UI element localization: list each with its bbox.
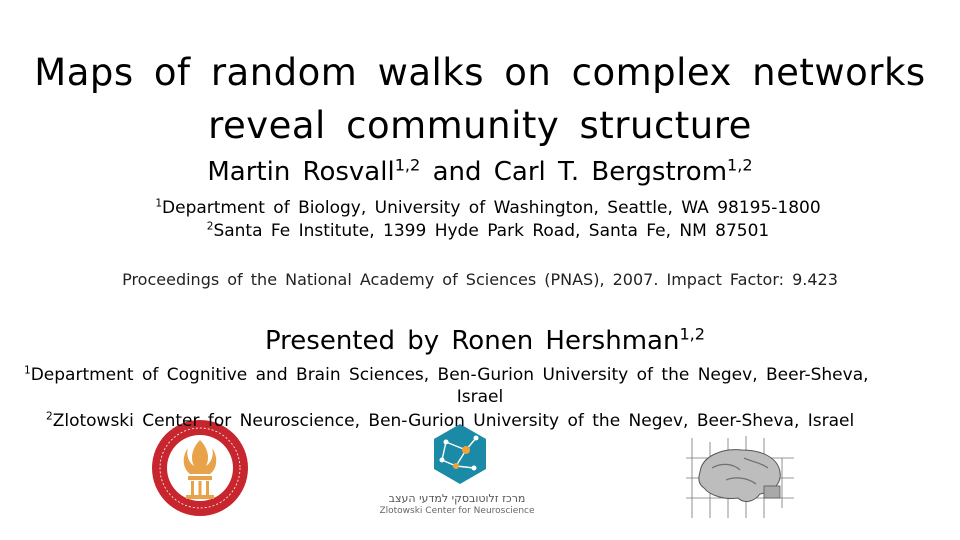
- author-1: Martin Rosvall: [207, 157, 395, 187]
- zlotowski-english-name: Zlotowski Center for Neuroscience: [379, 506, 535, 516]
- affiliation-1: [8, 196, 960, 220]
- authors-line: [0, 152, 960, 192]
- affiliation-2-text: Santa Fe Institute, 1399 Hyde Park Road, Santa Fe, NM 87501: [213, 221, 770, 241]
- bgu-logo: [150, 418, 250, 518]
- presenter-affiliation-1-cont: Israel: [456, 387, 504, 407]
- affiliation-2: [8, 219, 960, 243]
- affiliation-1-sup: 1: [155, 197, 163, 210]
- presenter-affiliation-2-sup: 2: [46, 410, 53, 423]
- affiliation-1-text: Department of Biology, University of Washington, Seattle, WA 98195-1800: [162, 198, 821, 218]
- brain-map-figure: [682, 428, 800, 520]
- presenter-affiliation-1-sup: 1: [24, 364, 31, 377]
- zlotowski-center-logo: [372, 420, 542, 520]
- affiliation-2-sup: 2: [206, 220, 214, 233]
- author-conjunction: and: [432, 157, 482, 187]
- journal-citation: Proceedings of the National Academy of Sciences (PNAS), 2007. Impact Factor: 9.423: [122, 270, 838, 289]
- author-1-sup: 1,2: [394, 155, 421, 175]
- presenter-affiliation-2-text: Zlotowski Center for Neuroscience, Ben-Gurion University of the Negev, Beer-Sheva, Israel: [52, 411, 855, 431]
- title-line-2: reveal community structure: [208, 104, 752, 147]
- title-line-1: Maps of random walks on complex networks: [34, 51, 926, 94]
- presenter-affiliation-1-text: Department of Cognitive and Brain Sciences, Ben-Gurion University of the Negev, Beer-Sheva,: [30, 365, 869, 385]
- presenter-sup: 1,2: [679, 324, 706, 344]
- presenter-line: [0, 322, 960, 360]
- author-2-sup: 1,2: [727, 155, 753, 175]
- zlotowski-hebrew-name: מרכז זלוטובסקי למדעי העצב: [388, 492, 526, 505]
- author-2: Carl T. Bergstrom: [493, 157, 728, 187]
- presenter-affiliation-1: [24, 364, 869, 386]
- presenter-affiliation-2: [46, 410, 854, 432]
- presenter-label: Presented by Ronen Hershman: [264, 326, 680, 356]
